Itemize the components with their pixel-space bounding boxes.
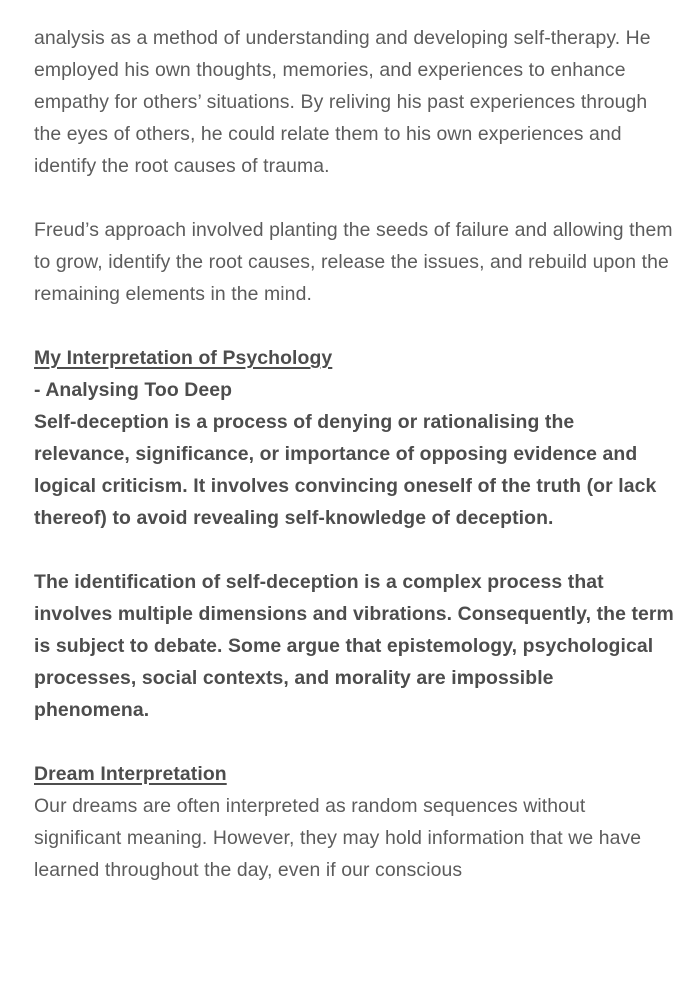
section-interpretation-of-psychology xyxy=(34,342,674,726)
section-subheading-analysing: - Analysing Too Deep xyxy=(34,379,233,401)
paragraph-spacer xyxy=(34,534,674,566)
section-heading-dream: Dream Interpretation xyxy=(34,763,227,785)
paragraph-spacer xyxy=(34,310,674,342)
paragraph-dreams: Our dreams are often interpreted as random sequences without significant meaning. However, they may hold information that we have learned throughout the day, even if our conscious xyxy=(34,795,642,881)
section-heading-psychology: My Interpretation of Psychology xyxy=(34,347,333,369)
paragraph-spacer xyxy=(34,182,674,214)
paragraph-freud-analysis: analysis as a method of understanding and developing self-therapy. He employed his own thoughts, memories, and experiences to enhance empathy for others’ situations. By reliving his past experiences through the eyes of others, he could relate them to his own experiences and identify the root causes of trauma. xyxy=(34,27,651,177)
paragraph-self-deception-definition: Self-deception is a process of denying or rationalising the relevance, significance, or importance of opposing evidence and logical criticism. It involves convincing oneself of the truth (or lack thereof) to avoid revealing self-knowledge of deception. xyxy=(34,411,657,529)
paragraph-spacer xyxy=(34,726,674,758)
document-body xyxy=(34,22,674,886)
paragraph-freud-approach: Freud’s approach involved planting the seeds of failure and allowing them to grow, identify the root causes, release the issues, and rebuild upon the remaining elements in the mind. xyxy=(34,219,673,305)
section-dream-interpretation xyxy=(34,758,674,886)
paragraph-self-deception-identification: The identification of self-deception is a complex process that involves multiple dimensions and vibrations. Consequently, the term is subject to debate. Some argue that epistemology, psychological processes, social contexts, and morality are impossible phenomena. xyxy=(34,571,674,721)
